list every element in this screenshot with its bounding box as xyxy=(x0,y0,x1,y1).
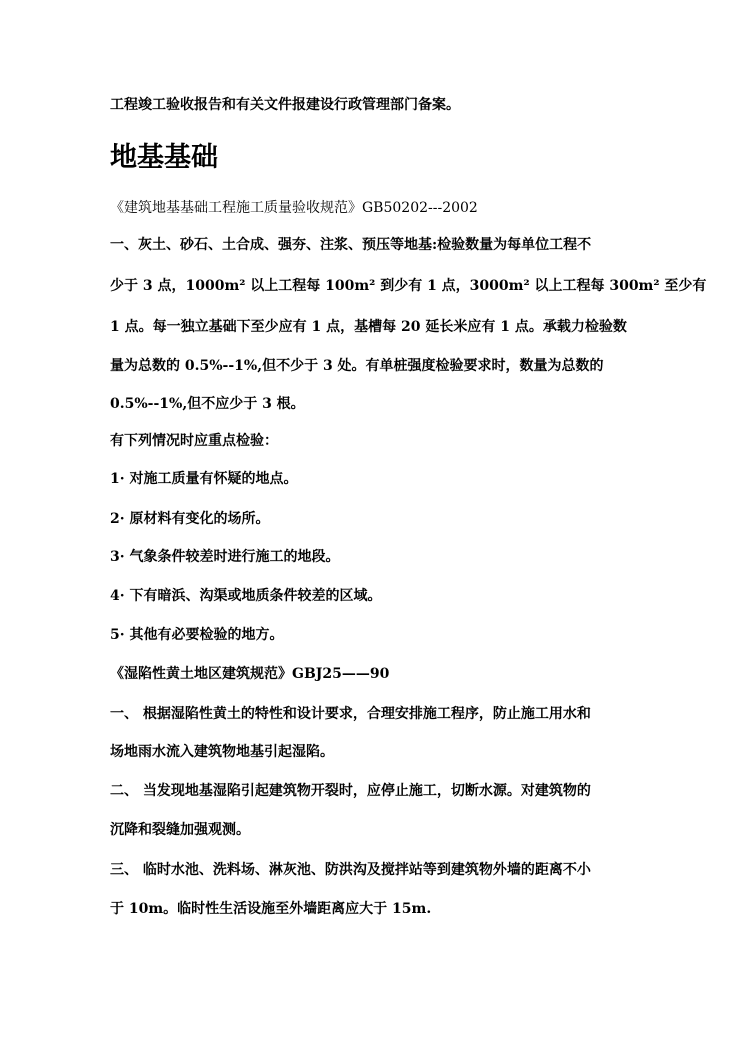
list-item: 2· 原材料有变化的场所。 xyxy=(110,511,270,527)
list-item: 3· 气象条件较差时进行施工的地段。 xyxy=(110,549,340,565)
rule-line: 沉降和裂缝加强观测。 xyxy=(110,822,250,838)
rule-line: 一、 根据湿陷性黄土的特性和设计要求，合理安排施工程序，防止施工用水和 xyxy=(110,706,591,722)
list-item: 1· 对施工质量有怀疑的地点。 xyxy=(110,471,298,487)
section-title: 地基基础 xyxy=(110,142,218,173)
rule-line: 于 10m。临时性生活设施至外墙距离应大于 15m. xyxy=(110,901,432,917)
spec-title-1: 《建筑地基基础工程施工质量验收规范》GB50202---2002 xyxy=(110,200,478,216)
list-item: 5· 其他有必要检验的地方。 xyxy=(110,627,284,643)
rule-line: 二、 当发现地基湿陷引起建筑物开裂时，应停止施工，切断水源。对建筑物的 xyxy=(110,783,591,799)
paragraph-line: 少于 3 点，1000m² 以上工程每 100m² 到少有 1 点，3000m² 以上工程每 300m² 至少有 xyxy=(110,278,707,294)
paragraph-line: 1 点。每一独立基础下至少应有 1 点，基槽每 20 延长米应有 1 点。承载力检验数 xyxy=(110,319,627,335)
paragraph-line: 一、灰土、砂石、土合成、强夯、注浆、预压等地基:检验数量为每单位工程不 xyxy=(110,237,592,253)
intro-line: 工程竣工验收报告和有关文件报建设行政管理部门备案。 xyxy=(110,97,460,113)
rule-line: 场地雨水流入建筑物地基引起湿陷。 xyxy=(110,744,334,760)
paragraph-line: 量为总数的 0.5%--1%,但不少于 3 处。有单桩强度检验要求时，数量为总数的 xyxy=(110,358,604,374)
rule-line: 三、 临时水池、洗料场、淋灰池、防洪沟及搅拌站等到建筑物外墙的距离不小 xyxy=(110,862,591,878)
focus-intro: 有下列情况时应重点检验： xyxy=(110,433,278,449)
paragraph-line: 0.5%--1%,但不应少于 3 根。 xyxy=(110,396,305,412)
spec-title-2: 《湿陷性黄土地区建筑规范》GBJ25——90 xyxy=(110,666,390,682)
list-item: 4· 下有暗浜、沟渠或地质条件较差的区域。 xyxy=(110,588,382,604)
